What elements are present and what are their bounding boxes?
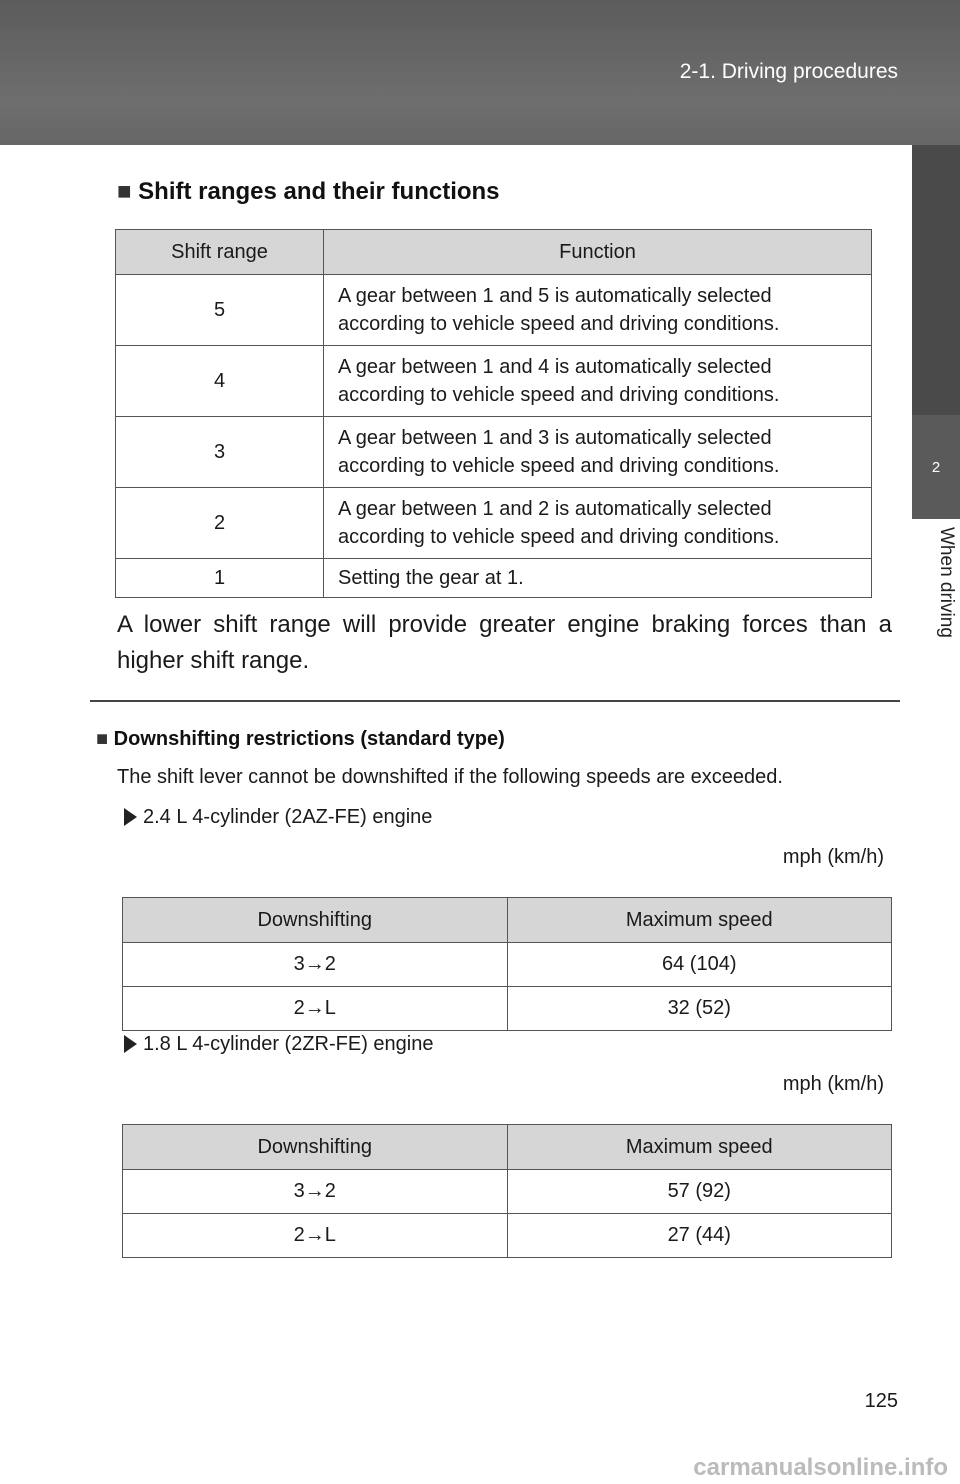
function-cell [324, 417, 872, 488]
function-line: A gear between 1 and 3 is automatically selected [338, 427, 772, 449]
downshift-cell: 2→L [123, 1214, 508, 1258]
unit-label: mph (km/h) [782, 1073, 884, 1095]
table-row [123, 987, 892, 1031]
engine-label-text: 2.4 L 4-cylinder (2AZ-FE) engine [143, 806, 433, 828]
downshift-heading [96, 728, 505, 751]
table-row [116, 417, 872, 488]
downshift-cell: 2→L [123, 987, 508, 1031]
section-divider [90, 700, 900, 702]
function-line: A gear between 1 and 4 is automatically selected [338, 356, 772, 378]
engine-label-text: 1.8 L 4-cylinder (2ZR-FE) engine [143, 1033, 434, 1055]
heading-square-icon: ■ [117, 178, 132, 205]
table-header-row [123, 898, 892, 943]
shift-range-cell: 4 [116, 346, 324, 417]
arrow-bullet-icon [124, 1035, 137, 1053]
engine-braking-paragraph: A lower shift range will provide greater engine braking forces than a higher shift range. [117, 611, 892, 674]
shift-range-table [115, 229, 872, 598]
heading-text: Downshifting restrictions (standard type) [113, 728, 505, 750]
function-line: A gear between 1 and 2 is automatically selected [338, 498, 772, 520]
table-header-row [116, 230, 872, 275]
max-speed-cell: 27 (44) [507, 1214, 892, 1258]
function-line: according to vehicle speed and driving conditions. [338, 526, 780, 548]
function-cell: Setting the gear at 1. [324, 559, 872, 598]
downshift-table-2az [122, 897, 892, 1031]
function-cell [324, 275, 872, 346]
shift-range-cell: 5 [116, 275, 324, 346]
table-row [116, 275, 872, 346]
column-header: Downshifting [123, 1125, 508, 1170]
downshift-cell: 3→2 [123, 1170, 508, 1214]
function-cell [324, 488, 872, 559]
shift-ranges-heading [117, 178, 500, 206]
function-line: according to vehicle speed and driving conditions. [338, 455, 780, 477]
table-row [116, 346, 872, 417]
table-row [116, 559, 872, 598]
heading-square-icon: ■ [96, 728, 109, 750]
downshift-note: The shift lever cannot be downshifted if the following speeds are exceeded. [117, 766, 783, 788]
engine-label-2zr [124, 1033, 434, 1056]
column-header: Shift range [116, 230, 324, 275]
downshift-table-2zr [122, 1124, 892, 1258]
table-row [123, 943, 892, 987]
downshift-cell: 3→2 [123, 943, 508, 987]
side-tab-top [912, 145, 960, 415]
function-line: according to vehicle speed and driving conditions. [338, 384, 780, 406]
function-line: according to vehicle speed and driving conditions. [338, 313, 780, 335]
shift-range-cell: 2 [116, 488, 324, 559]
column-header: Maximum speed [507, 1125, 892, 1170]
engine-label-2az [124, 806, 432, 829]
table-row [123, 1214, 892, 1258]
page-header [0, 0, 960, 145]
heading-text: Shift ranges and their functions [138, 178, 500, 205]
shift-range-cell: 3 [116, 417, 324, 488]
table-header-row [123, 1125, 892, 1170]
unit-label: mph (km/h) [782, 846, 884, 868]
function-line: A gear between 1 and 5 is automatically selected [338, 285, 772, 307]
watermark: carmanualsonline.info [693, 1454, 948, 1481]
shift-range-cell: 1 [116, 559, 324, 598]
table-row [116, 488, 872, 559]
section-title: 2-1. Driving procedures [679, 60, 898, 83]
arrow-bullet-icon [124, 808, 137, 826]
column-header: Maximum speed [507, 898, 892, 943]
max-speed-cell: 57 (92) [507, 1170, 892, 1214]
function-cell [324, 346, 872, 417]
chapter-label: When driving [936, 527, 957, 638]
column-header: Function [324, 230, 872, 275]
table-row [123, 1170, 892, 1214]
page-number: 125 [864, 1390, 898, 1412]
chapter-number-tab: 2 [912, 415, 960, 519]
max-speed-cell: 32 (52) [507, 987, 892, 1031]
max-speed-cell: 64 (104) [507, 943, 892, 987]
column-header: Downshifting [123, 898, 508, 943]
